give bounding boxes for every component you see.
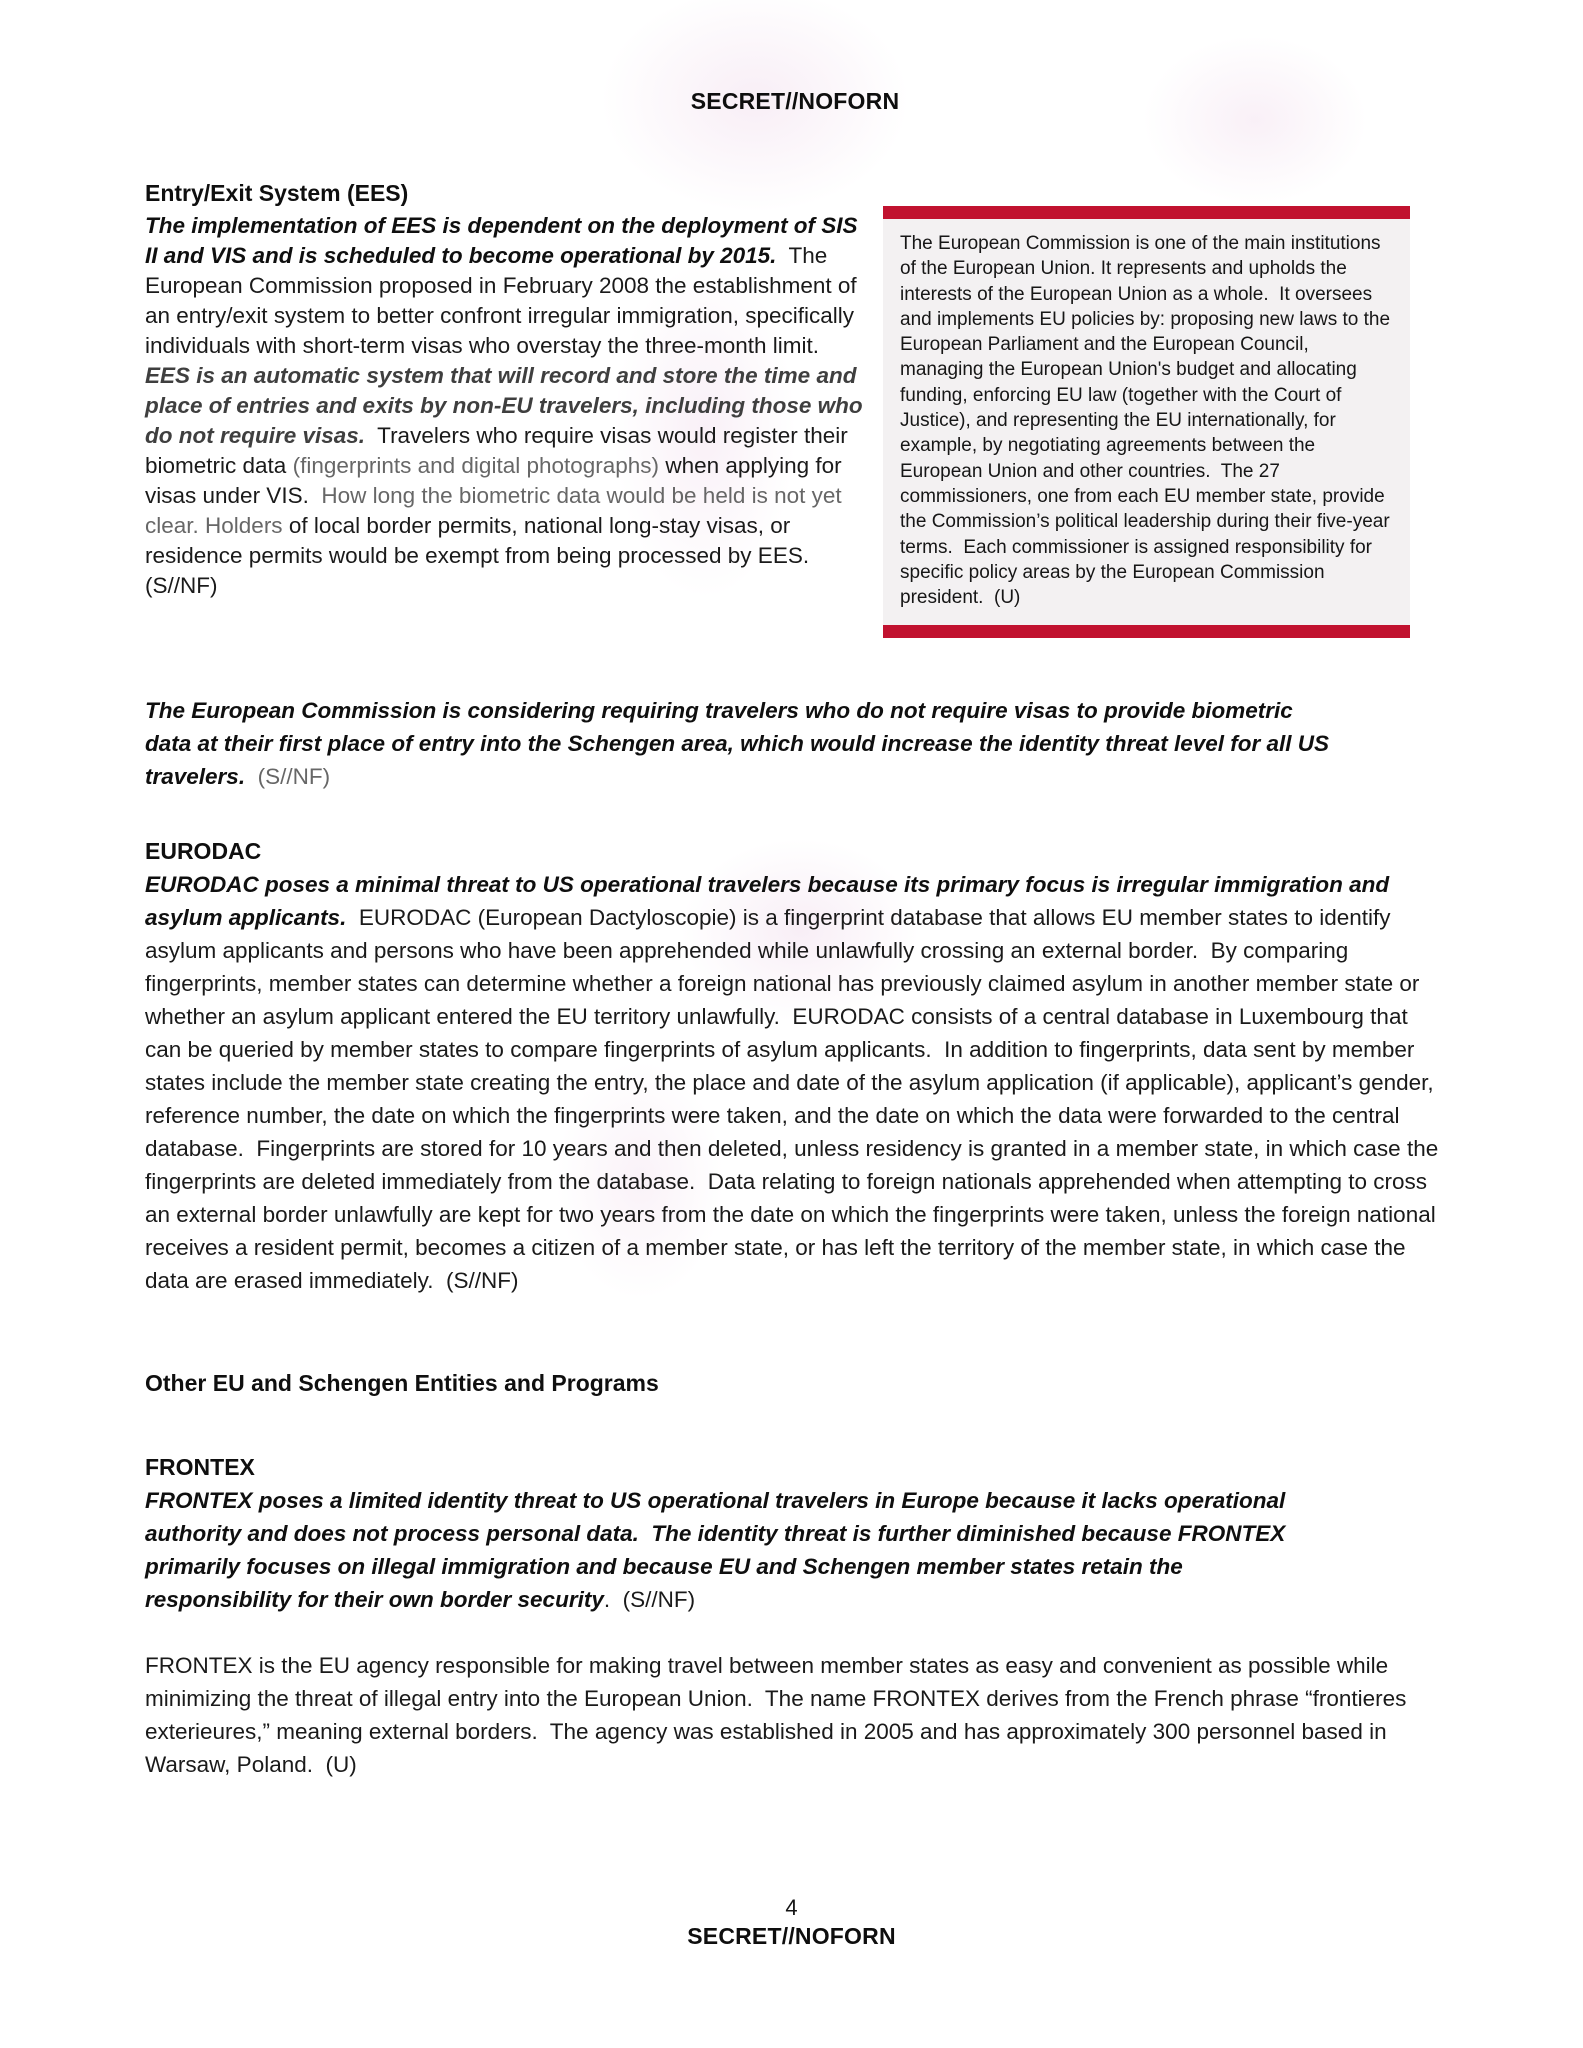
text-run: (fingerprints and digital photographs): [292, 453, 660, 478]
page-footer: [0, 1893, 1583, 1950]
section-heading-ees: Entry/Exit System (EES): [145, 180, 409, 206]
eurodac-paragraph: [145, 868, 1445, 1297]
section-heading-other-eu: Other EU and Schengen Entities and Programs: [145, 1370, 659, 1397]
classification-banner-top: SECRET//NOFORN: [690, 88, 900, 114]
text-run: FRONTEX poses a limited identity threat to US operational travelers in Europe because it lacks operational authority and does not process personal data. The identity threat is further diminished because FRONTEX primarily focuses on illegal immigration and because EU and Schengen member states retain the responsibility for their own border security: [145, 1488, 1292, 1613]
ees-paragraph: [145, 211, 872, 601]
classification-banner-bottom: SECRET//NOFORN: [687, 1923, 896, 1949]
text-run: FRONTEX is the EU agency responsible for making travel between member states as easy and convenient as possible while minimizing the threat of illegal entry into the European Union. The name FRONTEX derives from the French phrase “frontieres exterieures,” meaning external borders. The agency was established in 2005 and has approximately 300 personnel based in Warsaw, Poland. (U): [145, 1653, 1413, 1778]
info-box-text: The European Commission is one of the main institutions of the European Union. It represents and upholds the interests of the European Union as a whole. It oversees and implements EU policies by: proposing new laws to the European Parliament and the European Council, managing the European Union's budget and allocating funding, enforcing EU law (together with the Court of Justice), and representing the EU internationally, for example, by negotiating agreements between the European Union and other countries. The 27 commissioners, one from each EU member state, provide the Commission’s political leadership during their five-year terms. Each commissioner is assigned responsibility for specific policy areas by the European Commission president. (U): [900, 233, 1396, 609]
page-number: 4: [785, 1895, 798, 1920]
text-run: EES is an automatic system that will record and store the time and place of entries and exits by non-EU travelers, including those who do not require visas.: [145, 363, 869, 448]
text-run: The European Commission is considering requiring travelers who do not require visas to provide biometric data at their first place of entry into the Schengen area, which would increase the identity threat level for all US travelers.: [145, 698, 1336, 790]
text-run: of local border permits, national long-stay visas, or residence permits would be exempt from being processed by EES. (S//NF): [145, 513, 822, 598]
frontex-summary-paragraph: [145, 1484, 1335, 1616]
section-heading-eurodac: EURODAC: [145, 838, 262, 865]
frontex-body-paragraph: [145, 1649, 1445, 1781]
text-run: Travelers who require visas would register their biometric data: [145, 423, 855, 478]
section-heading-frontex: FRONTEX: [145, 1454, 255, 1481]
text-run: (S//NF): [245, 764, 331, 790]
ees-two-column-layout: [145, 211, 1445, 638]
text-run: EURODAC (European Dactyloscopie) is a fingerprint database that allows EU member states to identify asylum applicants and persons who have been apprehended while unlawfully crossing an external border. By comparing fingerprints, member states can determine whether a foreign national has previously claimed asylum in another member state or whether an asylum applicant entered the EU territory unlawfully. EURODAC consists of a central database in Luxembourg that can be queried by member states to compare fingerprints of asylum applicants. In addition to fingerprints, data sent by member states include the member state creating the entry, the place and date of the asylum application (if applicable), applicant’s gender, reference number, the date on which the fingerprints were taken, and the date on which the data were forwarded to the central database. Fingerprints are stored for 10 years and then deleted, unless residency is granted in a member state, in which case the fingerprints are deleted immediately from the database. Data relating to foreign nationals apprehended when attempting to cross an external border unlawfully are kept for two years from the date on which the fingerprints were taken, unless the foreign national receives a resident permit, becomes a citizen of a member state, or has left the territory of the member state, in which case the data are erased immediately. (S//NF): [145, 905, 1445, 1294]
european-commission-info-box: [883, 206, 1410, 638]
text-run: The European Commission proposed in February 2008 the establishment of an entry/exit system to better confront irregular immigration, specifically individuals with short-term visas who overstay the three-month limit.: [145, 243, 863, 358]
text-run: How long the biometric data would be held is not yet clear. Holders: [145, 483, 848, 538]
text-run: The implementation of EES is dependent on the deployment of SIS II and VIS and is scheduled to become operational by 2015.: [145, 213, 864, 268]
text-run: . (S//NF): [603, 1587, 696, 1613]
commission-note-paragraph: [145, 694, 1335, 793]
text-run: when applying for visas under VIS.: [145, 453, 848, 508]
text-run: EURODAC poses a minimal threat to US operational travelers because its primary focus is irregular immigration and asylum applicants.: [145, 872, 1396, 931]
